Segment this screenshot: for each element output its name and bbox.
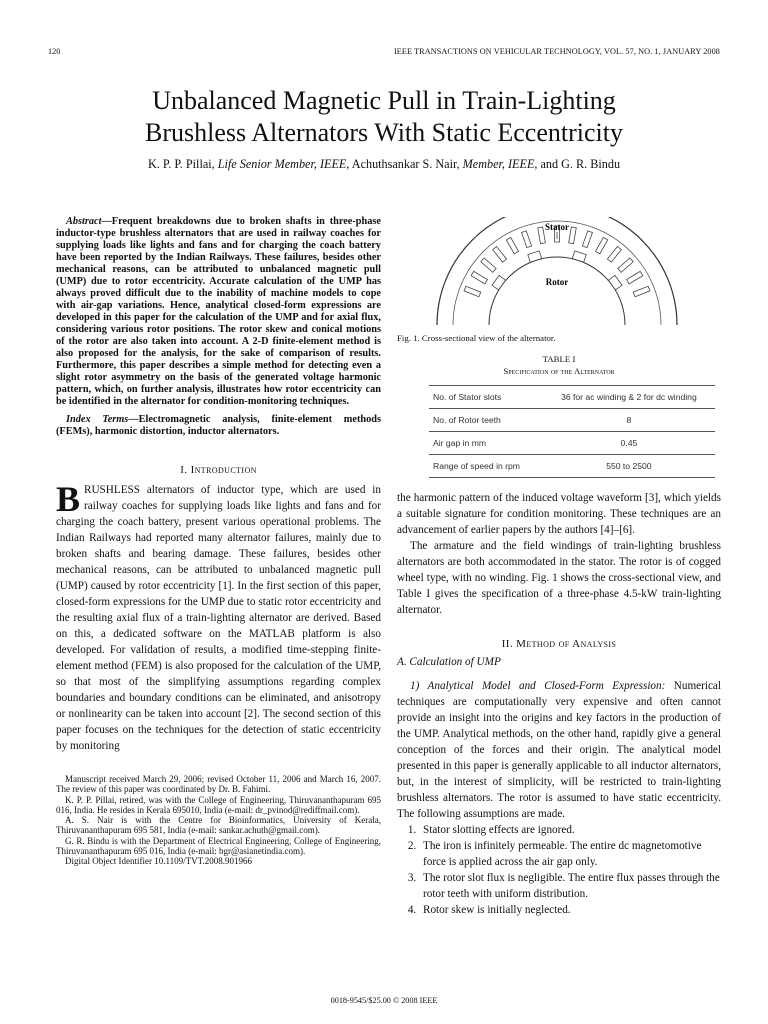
stator-slot — [522, 231, 532, 248]
figure-1-caption: Fig. 1. Cross-sectional view of the alternator. — [397, 333, 556, 343]
intro-continued: the harmonic pattern of the induced voltage waveform [3], which yields a suitable signature for condition monitoring. These techniques are an advancement of earlier papers by the authors [4]–[6]. — [397, 492, 721, 536]
alternator-cross-section-diagram — [397, 217, 721, 327]
footnote-bindu: G. R. Bindu is with the Department of Electrical Engineering, College of Engineering, Thiruvananthapuram 695 016, India (e-mail: bgr@asianetindia.com). — [56, 835, 381, 857]
stator-slot — [569, 227, 577, 244]
table-row: No. of Stator slots 36 for ac winding & 2 for dc winding — [429, 386, 715, 409]
stator-slot — [582, 231, 592, 248]
intro-paragraph-2: The armature and the field windings of train-lighting brushless alternators are both accommodated in the stator. The rotor is of cogged wheel type, with no winding. Fig. 1 shows the cross-sectional view, and Table I gives the specification of a three-phase 4.5-kW train-lighting alternator. — [397, 540, 721, 616]
author-2: , Achuthsankar S. Nair, — [346, 157, 463, 171]
author-3: , and G. R. Bindu — [534, 157, 621, 171]
author-list — [48, 157, 720, 172]
section-1-heading: I. Introduction — [180, 464, 257, 476]
table-row: No. of Rotor teeth 8 — [429, 409, 715, 432]
abstract-text: —Frequent breakdowns due to broken shafts in three-phase inductor-type brushless alternators that are used in railway coaches for supplying loads like lights and fans and for charging the coach battery have been reported by the Indian Railways. These failures, besides other mechanical reasons, can be attributed to unbalanced magnetic pull (UMP) due to rotor eccentricity. Accurate calculation of the UMP has always proved difficult due to the inability of machine models to cope with air-gap variations. Hence, analytical closed-form expressions are developed in this paper for the calculation of the UMP and for axial flux, considering various rotor positions. The rotor skew and conical motions of the rotor are also taken into account. A 2-D finite-element method is also proposed for the analysis, for the sake of comparison of results. Furthermore, this paper describes a simple method for detecting even a slight rotor asymmetry on the basis of the generated voltage harmonic pattern, which, on further analysis, illustrates how rotor eccentricity can be identified in the alternator for condition-monitoring techniques. — [56, 216, 381, 407]
intro-text: RUSHLESS alternators of inductor type, which are used in railway coaches for supplying loads like lights and fans and for charging the coach battery, present various operational problems. The Indian Railways had reported many alternator failures, mainly due to broken shafts and bearing damage. These failures, besides other mechanical reasons, can be attributed to unbalanced magnetic pull (UMP) caused by rotor eccentricity [1]. In the first section of this paper, closed-form expressions for the UMP due to static rotor eccentricity and the resulting axial flux of a train-lighting alternator are derived. Based on this, a dedicated software on the MATLAB platform is also developed. For validation of results, a modified time-stepping finite-element method (FEM) is also proposed for the calculation of the UMP, so that most of the simplifying assumptions regarding complex boundaries and boundary conditions can be eliminated, and anisotropy or nonlinearity can be taken into account [2]. The second section of this paper focuses on the techniques for the detection of static eccentricity by monitoring — [56, 484, 381, 752]
stator-slot — [471, 271, 487, 284]
paper-title — [48, 85, 720, 149]
footnote-doi: Digital Object Identifier 10.1109/TVT.2008.901966 — [65, 856, 252, 867]
author-1-role: Life Senior Member, IEEE — [217, 157, 347, 171]
footnotes — [56, 774, 381, 867]
table-title: Specification of the Alternator — [503, 366, 615, 376]
stator-slot — [618, 258, 633, 272]
specification-table — [429, 385, 715, 478]
author-2-role: Member, IEEE — [462, 157, 535, 171]
list-item: 1. Stator slotting effects are ignored. — [419, 822, 721, 838]
stator-slot — [607, 247, 621, 263]
assumptions-list — [397, 822, 721, 918]
page-number: 120 — [48, 47, 61, 56]
table-number: TABLE I — [542, 354, 576, 364]
list-item: 3. The rotor slot flux is negligible. The entire flux passes through the rotor teeth with uniform distribution. — [419, 870, 721, 902]
method-lead: 1) Analytical Model and Closed-Form Expression: — [410, 680, 666, 692]
copyright-footer: 0018-9545/$25.00 © 2008 IEEE — [330, 996, 438, 1005]
title-line-2: Brushless Alternators With Static Eccentricity — [145, 118, 623, 147]
intro-paragraph — [56, 479, 381, 754]
method-paragraph — [397, 678, 721, 822]
table-row: Range of speed in rpm 550 to 2500 — [429, 455, 715, 478]
stator-label: Stator — [545, 222, 569, 232]
method-text: Numerical techniques are computationally very expensive and often cannot provide an insight into the origins and key factors in the production of the UMP. Analytical methods, on the other hand, rapidly give a general conception of the forces and their origin. The analytical model presented in this paper is generally applicable to all inductor alternators, but, in the interest of simplicity, will be restricted to train-lighting brushless alternators. The rotor is assumed to have static eccentricity. The following assumptions are made. — [397, 680, 721, 820]
rotor-tooth — [492, 275, 506, 289]
index-terms-text: —Electromagnetic analysis, finite-element methods (FEMs), harmonic distortion, inductor alternators. — [56, 414, 381, 437]
right-column — [397, 217, 721, 918]
rotor-tooth — [608, 275, 622, 289]
title-line-1: Unbalanced Magnetic Pull in Train-Lighting — [152, 86, 616, 115]
footnote-pillai: K. P. P. Pillai, retired, was with the College of Engineering, Thiruvananthapuram 695 016, India. He resides in Kerala 695010, India (e-mail: dr_pvinod@rediffmail.com). — [56, 794, 381, 815]
stator-slot — [633, 286, 650, 297]
list-item: 2. The iron is infinitely permeable. The entire dc magnetomotive force is applied across the air gap only. — [419, 838, 721, 870]
footnote-nair: A. S. Nair is with the Centre for Bioinformatics, University of Kerala, Thiruvananthapuram 695 581, India (e-mail: sankar.achuth@gmail.com). — [56, 815, 381, 836]
stator-slot — [506, 237, 518, 253]
list-item: 4. Rotor skew is initially neglected. — [419, 902, 721, 918]
rotor-tooth — [572, 251, 586, 262]
stator-slot — [493, 247, 507, 263]
left-column — [56, 216, 381, 867]
figure-1 — [397, 217, 721, 327]
rotor-tooth — [528, 251, 542, 262]
subsection-a-heading: A. Calculation of UMP — [397, 656, 501, 668]
index-terms — [56, 414, 381, 438]
footnote-received: Manuscript received March 29, 2006; revised October 11, 2006 and March 16, 2007. The review of this paper was coordinated by Dr. B. Fahimi. — [56, 774, 381, 795]
section-2-heading: II. Method of Analysis — [501, 638, 617, 650]
index-terms-lead: Index Terms — [66, 414, 129, 425]
abstract-lead: Abstract — [66, 216, 102, 227]
drop-cap: B — [56, 479, 81, 519]
abstract — [56, 216, 381, 408]
stator-slot — [464, 286, 481, 297]
journal-name: IEEE TRANSACTIONS ON VEHICULAR TECHNOLOGY, VOL. 57, NO. 1, JANUARY 2008 — [393, 47, 720, 56]
author-1: K. P. P. Pillai, — [147, 157, 218, 171]
table-row: Air gap in mm 0.45 — [429, 432, 715, 455]
stator-slot — [595, 237, 607, 253]
rotor-label: Rotor — [545, 277, 569, 287]
stator-slot — [481, 258, 496, 272]
stator-slot — [627, 271, 643, 284]
